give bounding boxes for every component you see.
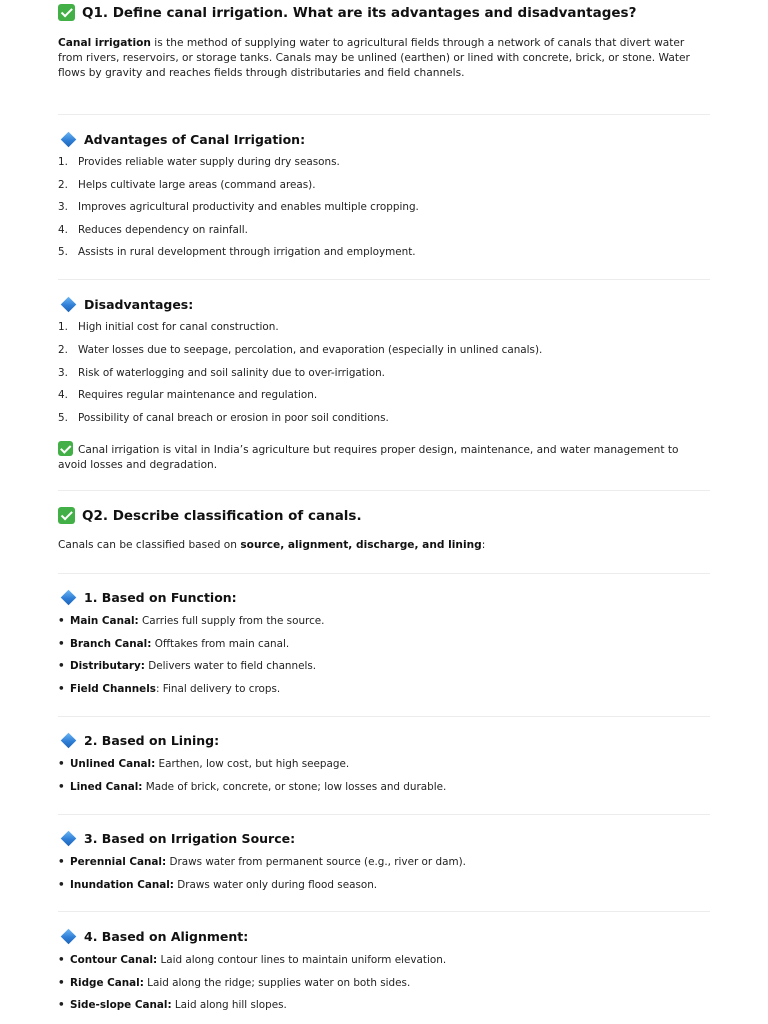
divider [58, 279, 710, 280]
list-item: 3. Improves agricultural productivity and enables multiple cropping. [58, 201, 419, 213]
list-item: • Inundation Canal: Draws water only during flood season. [58, 879, 378, 891]
advantages-heading-text: Advantages of Canal Irrigation: [84, 132, 306, 147]
blue-diamond-icon [61, 297, 77, 313]
blue-diamond-icon [61, 733, 77, 749]
list-item: • Lined Canal: Made of brick, concrete, or stone; low losses and durable. [58, 781, 447, 793]
list-item: 2. Helps cultivate large areas (command areas). [58, 179, 316, 191]
list-item: • Field Channels: Final delivery to crops. [58, 683, 281, 695]
list-item: 5. Possibility of canal breach or erosion in poor soil conditions. [58, 412, 389, 424]
advantages-heading [58, 132, 305, 147]
disadvantages-heading [58, 297, 193, 312]
divider [58, 911, 710, 912]
check-mark-icon [58, 507, 75, 524]
divider [58, 716, 710, 717]
q2-intro: Canals can be classified based on source, alignment, discharge, and lining: [58, 539, 486, 551]
alignment-heading: 4. Based on Alignment: [58, 929, 248, 944]
intro-term: Canal irrigation [58, 37, 151, 49]
list-item: • Branch Canal: Offtakes from main canal. [58, 638, 290, 650]
list-item: • Perennial Canal: Draws water from permanent source (e.g., river or dam). [58, 856, 466, 868]
list-item: 4. Requires regular maintenance and regulation. [58, 389, 318, 401]
list-item: • Side-slope Canal: Laid along hill slopes. [58, 999, 287, 1011]
check-mark-icon [58, 441, 73, 456]
list-item: 2. Water losses due to seepage, percolation, and evaporation (especially in unlined canals). [58, 344, 543, 356]
function-heading: 1. Based on Function: [58, 590, 237, 605]
blue-diamond-icon [61, 590, 77, 606]
list-item: • Main Canal: Carries full supply from the source. [58, 615, 325, 627]
list-item: • Unlined Canal: Earthen, low cost, but high seepage. [58, 758, 350, 770]
source-heading: 3. Based on Irrigation Source: [58, 831, 295, 846]
blue-diamond-icon [61, 132, 77, 148]
list-item: 3. Risk of waterlogging and soil salinity due to over-irrigation. [58, 367, 385, 379]
divider [58, 114, 710, 115]
list-item: 1. Provides reliable water supply during dry seasons. [58, 156, 340, 168]
q1-title [58, 4, 636, 21]
list-item: • Ridge Canal: Laid along the ridge; supplies water on both sides. [58, 977, 411, 989]
intro-text: is the method of supplying water to agricultural fields through a network of canals that divert water from rivers, reservoirs, or storage tanks. Canals may be unlined (earthen) or lined with concrete, brick, or stone. Water flows by gravity and reaches fields through distributaries and field channels. [58, 37, 690, 79]
q1-conclusion [58, 441, 708, 473]
conclusion-text: Canal irrigation is vital in India’s agriculture but requires proper design, maintenance, and water management to avoid losses and degradation. [58, 444, 679, 471]
q2-title [58, 507, 362, 524]
divider [58, 490, 710, 491]
q1-title-text: Q1. Define canal irrigation. What are its advantages and disadvantages? [82, 4, 637, 21]
check-mark-icon [58, 4, 75, 21]
list-item: • Contour Canal: Laid along contour lines to maintain uniform elevation. [58, 954, 447, 966]
divider [58, 814, 710, 815]
q2-title-text: Q2. Describe classification of canals. [82, 507, 362, 524]
blue-diamond-icon [61, 929, 77, 945]
list-item: 5. Assists in rural development through irrigation and employment. [58, 246, 416, 258]
lining-heading: 2. Based on Lining: [58, 733, 219, 748]
q1-intro [58, 36, 708, 81]
divider [58, 573, 710, 574]
list-item: • Distributary: Delivers water to field channels. [58, 660, 317, 672]
list-item: 1. High initial cost for canal construction. [58, 321, 279, 333]
disadvantages-heading-text: Disadvantages: [84, 297, 194, 312]
blue-diamond-icon [61, 831, 77, 847]
list-item: 4. Reduces dependency on rainfall. [58, 224, 248, 236]
